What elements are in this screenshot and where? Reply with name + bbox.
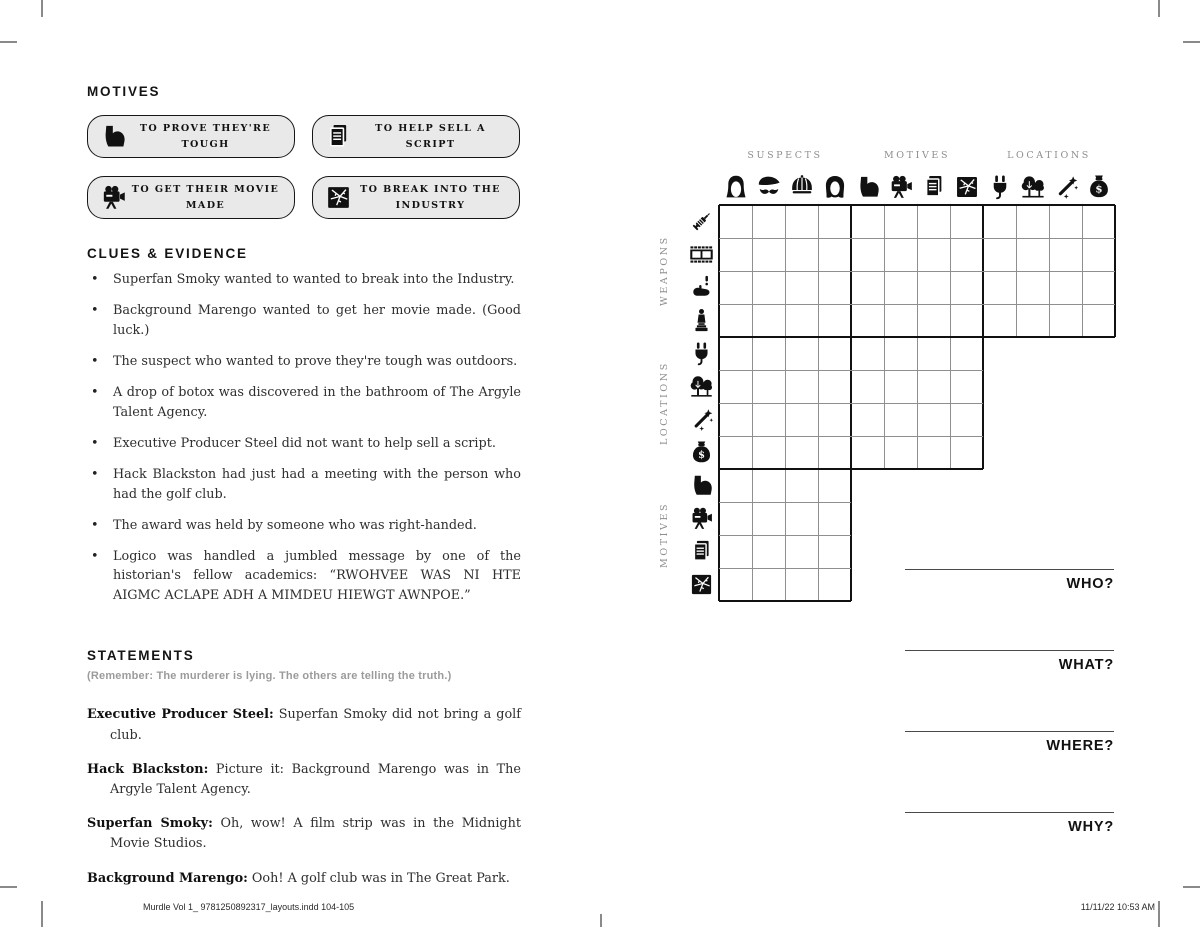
clues-heading: CLUES & EVIDENCE xyxy=(87,246,248,261)
script-icon xyxy=(325,123,352,150)
grid-cell xyxy=(851,238,884,271)
answer-block-where xyxy=(905,731,1114,754)
golf-club-icon xyxy=(689,275,714,300)
row-icon-slot xyxy=(686,535,716,568)
row-icon-slot xyxy=(686,568,716,601)
grid-cell xyxy=(752,304,785,337)
crop-mark xyxy=(1158,0,1160,17)
grid-cell xyxy=(917,238,950,271)
grid-line xyxy=(719,370,983,371)
column-group-label: LOCATIONS xyxy=(1007,150,1091,161)
grid-cell xyxy=(851,436,884,469)
grid-line xyxy=(719,468,983,470)
crop-mark xyxy=(1183,41,1200,43)
grid-cell xyxy=(719,370,752,403)
grid-cell xyxy=(917,205,950,238)
grid-cell xyxy=(818,436,851,469)
grid-cell xyxy=(752,271,785,304)
column-icon-slot xyxy=(752,172,785,202)
column-group-label: MOTIVES xyxy=(883,150,951,161)
grid-line xyxy=(719,600,851,602)
grid-cell xyxy=(851,370,884,403)
grid-cell xyxy=(1049,238,1082,271)
grid-cell xyxy=(917,403,950,436)
grid-cell xyxy=(785,502,818,535)
clue-item: • The suspect who wanted to prove they're tough was outdoors. xyxy=(87,352,521,372)
grid-cell xyxy=(917,370,950,403)
grid-cell xyxy=(752,238,785,271)
grid-cell xyxy=(851,337,884,370)
column-icon-slot xyxy=(950,172,983,202)
column-icon-slot xyxy=(983,172,1016,202)
row-icon-slot xyxy=(686,238,716,271)
grid-line xyxy=(719,271,1115,272)
movie-camera-icon xyxy=(100,184,127,211)
grid-cell xyxy=(785,370,818,403)
column-icon-slot xyxy=(719,172,752,202)
grid-cell xyxy=(752,568,785,601)
answer-label: WHY? xyxy=(1068,819,1114,835)
grid-cell xyxy=(983,271,1016,304)
bicep-icon xyxy=(100,123,127,150)
movie-camera-icon xyxy=(689,506,714,531)
clue-list xyxy=(87,270,521,606)
grid-cell xyxy=(851,304,884,337)
grid-cell xyxy=(1082,271,1115,304)
grid-column-group-labels xyxy=(719,150,1116,164)
grid-cell xyxy=(950,304,983,337)
grid-cell xyxy=(719,205,752,238)
statement xyxy=(87,760,521,800)
clue-item: • Background Marengo wanted to get her movie made. (Good luck.) xyxy=(87,301,521,341)
grid-cell xyxy=(884,238,917,271)
grid-cell xyxy=(884,403,917,436)
motive-pill-sell-script xyxy=(312,115,520,158)
crop-mark xyxy=(1158,901,1160,927)
row-icon-slot xyxy=(686,469,716,502)
grid-cell xyxy=(719,469,752,502)
row-group-label: MOTIVES xyxy=(659,501,670,569)
grid-cell xyxy=(785,469,818,502)
column-icon-slot xyxy=(818,172,851,202)
grid-cell xyxy=(884,205,917,238)
grid-line xyxy=(719,336,1115,338)
footer-filename: Murdle Vol 1_ 9781250892317_layouts.indd 104-105 xyxy=(143,902,355,912)
statement-speaker: Hack Blackston: xyxy=(87,761,209,777)
answer-blank xyxy=(905,812,1114,813)
grid-line xyxy=(719,535,851,536)
statements-note: (Remember: The murderer is lying. The others are telling the truth.) xyxy=(87,670,452,683)
grid-cell xyxy=(818,502,851,535)
statement xyxy=(87,869,521,889)
answer-blank xyxy=(905,650,1114,651)
grid-cell xyxy=(719,535,752,568)
grid-cell xyxy=(818,238,851,271)
grid-cell xyxy=(884,436,917,469)
motive-pill-group xyxy=(87,115,521,219)
grid-cell xyxy=(950,238,983,271)
grid-cell xyxy=(785,535,818,568)
grid-line xyxy=(719,436,983,437)
grid-cell xyxy=(719,238,752,271)
grid-cell xyxy=(719,436,752,469)
grid-column-icons xyxy=(719,172,1116,202)
grid-cell xyxy=(818,271,851,304)
row-icon-slot xyxy=(686,337,716,370)
grid-cell xyxy=(950,205,983,238)
grid-cell xyxy=(719,337,752,370)
clue-item: • Hack Blackston had just had a meeting with the person who had the golf club. xyxy=(87,465,521,505)
column-group-label: SUSPECTS xyxy=(747,150,823,161)
clue-item: • A drop of botox was discovered in the bathroom of The Argyle Talent Agency. xyxy=(87,383,521,423)
grid-cell xyxy=(1049,271,1082,304)
motives-heading: MOTIVES xyxy=(87,84,161,99)
grid-cell xyxy=(983,205,1016,238)
script-icon xyxy=(921,174,947,200)
grid-line xyxy=(719,568,851,569)
row-icon-slot xyxy=(686,205,716,238)
motive-pill-break-industry xyxy=(312,176,520,219)
grid-cell xyxy=(818,535,851,568)
grid-cell xyxy=(785,304,818,337)
answer-label: WHAT? xyxy=(1058,657,1114,673)
motive-pill-label: TO HELP SELL A SCRIPT xyxy=(375,123,486,150)
grid-cell xyxy=(884,370,917,403)
film-strip-icon xyxy=(689,242,714,267)
grid-cell xyxy=(917,271,950,304)
statement-speaker: Executive Producer Steel: xyxy=(87,707,274,723)
statement xyxy=(87,814,521,854)
statement xyxy=(87,705,521,745)
grid-cell xyxy=(950,337,983,370)
grid-cell xyxy=(983,304,1016,337)
grid-cell xyxy=(785,205,818,238)
grid-cell xyxy=(851,205,884,238)
answer-label: WHO? xyxy=(1066,576,1114,592)
grid-cell xyxy=(1016,271,1049,304)
grid-cell xyxy=(1049,304,1082,337)
row-icon-slot xyxy=(686,403,716,436)
grid-cell xyxy=(1016,304,1049,337)
grid-cell xyxy=(785,337,818,370)
statements-heading: STATEMENTS xyxy=(87,648,195,664)
bicep-icon xyxy=(689,473,714,498)
grid-cell xyxy=(1049,205,1082,238)
crop-mark xyxy=(41,0,43,17)
grid-cell xyxy=(719,271,752,304)
answer-label: WHERE? xyxy=(1046,738,1114,754)
grid-cell xyxy=(752,403,785,436)
motive-pill-movie-made xyxy=(87,176,295,219)
answer-block-what xyxy=(905,650,1114,673)
grid-cell xyxy=(917,436,950,469)
long-hair-icon xyxy=(723,174,749,200)
grid-cell xyxy=(719,568,752,601)
grid-cell xyxy=(884,271,917,304)
grid-line xyxy=(719,204,1115,206)
answer-block-who xyxy=(905,569,1114,592)
statement-speaker: Superfan Smoky: xyxy=(87,816,213,832)
grid-cell xyxy=(785,436,818,469)
column-icon-slot xyxy=(1049,172,1082,202)
grid-cell xyxy=(884,304,917,337)
trees-icon xyxy=(689,374,714,399)
column-icon-slot xyxy=(785,172,818,202)
grid-cell xyxy=(719,403,752,436)
grid-cell xyxy=(1016,205,1049,238)
grid-cell xyxy=(851,271,884,304)
grid-cell xyxy=(785,568,818,601)
statement-text: Ooh! A golf club was in The Great Park. xyxy=(247,870,510,886)
script-icon xyxy=(689,539,714,564)
grid-cell xyxy=(1082,304,1115,337)
statement-text: Picture it: Background Marengo was in The Argyle Talent Agency. xyxy=(110,761,521,798)
grid-cell xyxy=(950,370,983,403)
money-bag-icon xyxy=(1086,174,1112,200)
grid-cell xyxy=(752,370,785,403)
broken-glass-icon xyxy=(325,184,352,211)
grid-cell xyxy=(950,403,983,436)
grid-cell xyxy=(818,304,851,337)
grid-cell xyxy=(818,568,851,601)
column-icon-slot xyxy=(1016,172,1049,202)
grid-cell xyxy=(785,271,818,304)
grid-cell xyxy=(818,337,851,370)
magic-wand-icon xyxy=(689,407,714,432)
grid-line xyxy=(719,238,1115,239)
grid-cell xyxy=(719,502,752,535)
grid-cell xyxy=(818,370,851,403)
motive-pill-label: TO GET THEIR MOVIE MADE xyxy=(131,184,280,211)
row-icon-slot xyxy=(686,304,716,337)
grid-cell xyxy=(818,469,851,502)
bob-hair-icon xyxy=(822,174,848,200)
statement-speaker: Background Marengo: xyxy=(87,870,248,886)
grid-cell xyxy=(785,403,818,436)
grid-line xyxy=(719,304,1115,305)
grid-cell xyxy=(950,436,983,469)
column-icon-slot xyxy=(851,172,884,202)
clue-item: • The award was held by someone who was right-handed. xyxy=(87,516,521,536)
crop-mark xyxy=(1183,886,1200,888)
grid-cell xyxy=(1082,238,1115,271)
magic-wand-icon xyxy=(1053,174,1079,200)
motive-pill-label: TO BREAK INTO THE INDUSTRY xyxy=(360,184,501,211)
grid-cell xyxy=(752,502,785,535)
motive-pill-prove-tough xyxy=(87,115,295,158)
clue-item: • Executive Producer Steel did not want to help sell a script. xyxy=(87,434,521,454)
award-icon xyxy=(689,308,714,333)
motive-pill-label: TO PROVE THEY'RE TOUGH xyxy=(139,123,272,150)
answer-blank xyxy=(905,569,1114,570)
grid-cell xyxy=(752,535,785,568)
broken-glass-icon xyxy=(954,174,980,200)
clue-item: • Superfan Smoky wanted to wanted to break into the Industry. xyxy=(87,270,521,290)
grid-cell xyxy=(1016,238,1049,271)
grid-cell xyxy=(818,205,851,238)
row-icon-slot xyxy=(686,436,716,469)
grid-cell xyxy=(752,337,785,370)
syringe-icon xyxy=(689,209,714,234)
grid-cell xyxy=(719,304,752,337)
grid-cell xyxy=(983,238,1016,271)
flat-cap-icon xyxy=(789,174,815,200)
column-icon-slot xyxy=(884,172,917,202)
grid-cell xyxy=(884,337,917,370)
footer-timestamp: 11/11/22 10:53 AM xyxy=(1080,902,1155,912)
puzzle-text-column xyxy=(87,84,521,902)
grid-cell xyxy=(818,403,851,436)
grid-cell xyxy=(752,469,785,502)
power-plug-icon xyxy=(689,341,714,366)
grid-line xyxy=(719,403,983,404)
crop-mark xyxy=(0,41,17,43)
grid-cell xyxy=(752,205,785,238)
grid-row-group-labels xyxy=(659,205,675,602)
grid-line xyxy=(719,502,851,503)
grid-cell xyxy=(917,337,950,370)
column-icon-slot xyxy=(1082,172,1115,202)
crop-mark xyxy=(0,886,17,888)
row-icon-slot xyxy=(686,271,716,304)
trees-icon xyxy=(1020,174,1046,200)
grid-cell xyxy=(1082,205,1115,238)
answer-block-why xyxy=(905,812,1114,835)
movie-camera-icon xyxy=(888,174,914,200)
row-group-label: WEAPONS xyxy=(659,235,670,307)
broken-glass-icon xyxy=(689,572,714,597)
clue-item: • Logico was handled a jumbled message by one of the historian's fellow academics: “RWOHVEE WAS NI HTE AIGMC ACLAPE ADH A MIMDEU HIEWGT AWNPOE.” xyxy=(87,547,521,607)
column-icon-slot xyxy=(917,172,950,202)
grid-row-icons xyxy=(686,205,716,602)
crop-mark xyxy=(41,901,43,927)
row-group-label: LOCATIONS xyxy=(659,361,670,445)
statement-text: Oh, wow! A film strip was in the Midnight Movie Studios. xyxy=(110,816,521,852)
power-plug-icon xyxy=(987,174,1013,200)
statement-text: Superfan Smoky did not bring a golf club. xyxy=(110,707,521,743)
crop-mark xyxy=(600,914,602,927)
grid-cell xyxy=(752,436,785,469)
grid-cell xyxy=(851,403,884,436)
row-icon-slot xyxy=(686,370,716,403)
grid-cell xyxy=(917,304,950,337)
mustache-icon xyxy=(756,174,782,200)
row-icon-slot xyxy=(686,502,716,535)
grid-cell xyxy=(950,271,983,304)
money-bag-icon xyxy=(689,440,714,465)
logic-grid xyxy=(719,205,1116,602)
answer-blank xyxy=(905,731,1114,732)
bicep-icon xyxy=(855,174,881,200)
grid-cell xyxy=(785,238,818,271)
